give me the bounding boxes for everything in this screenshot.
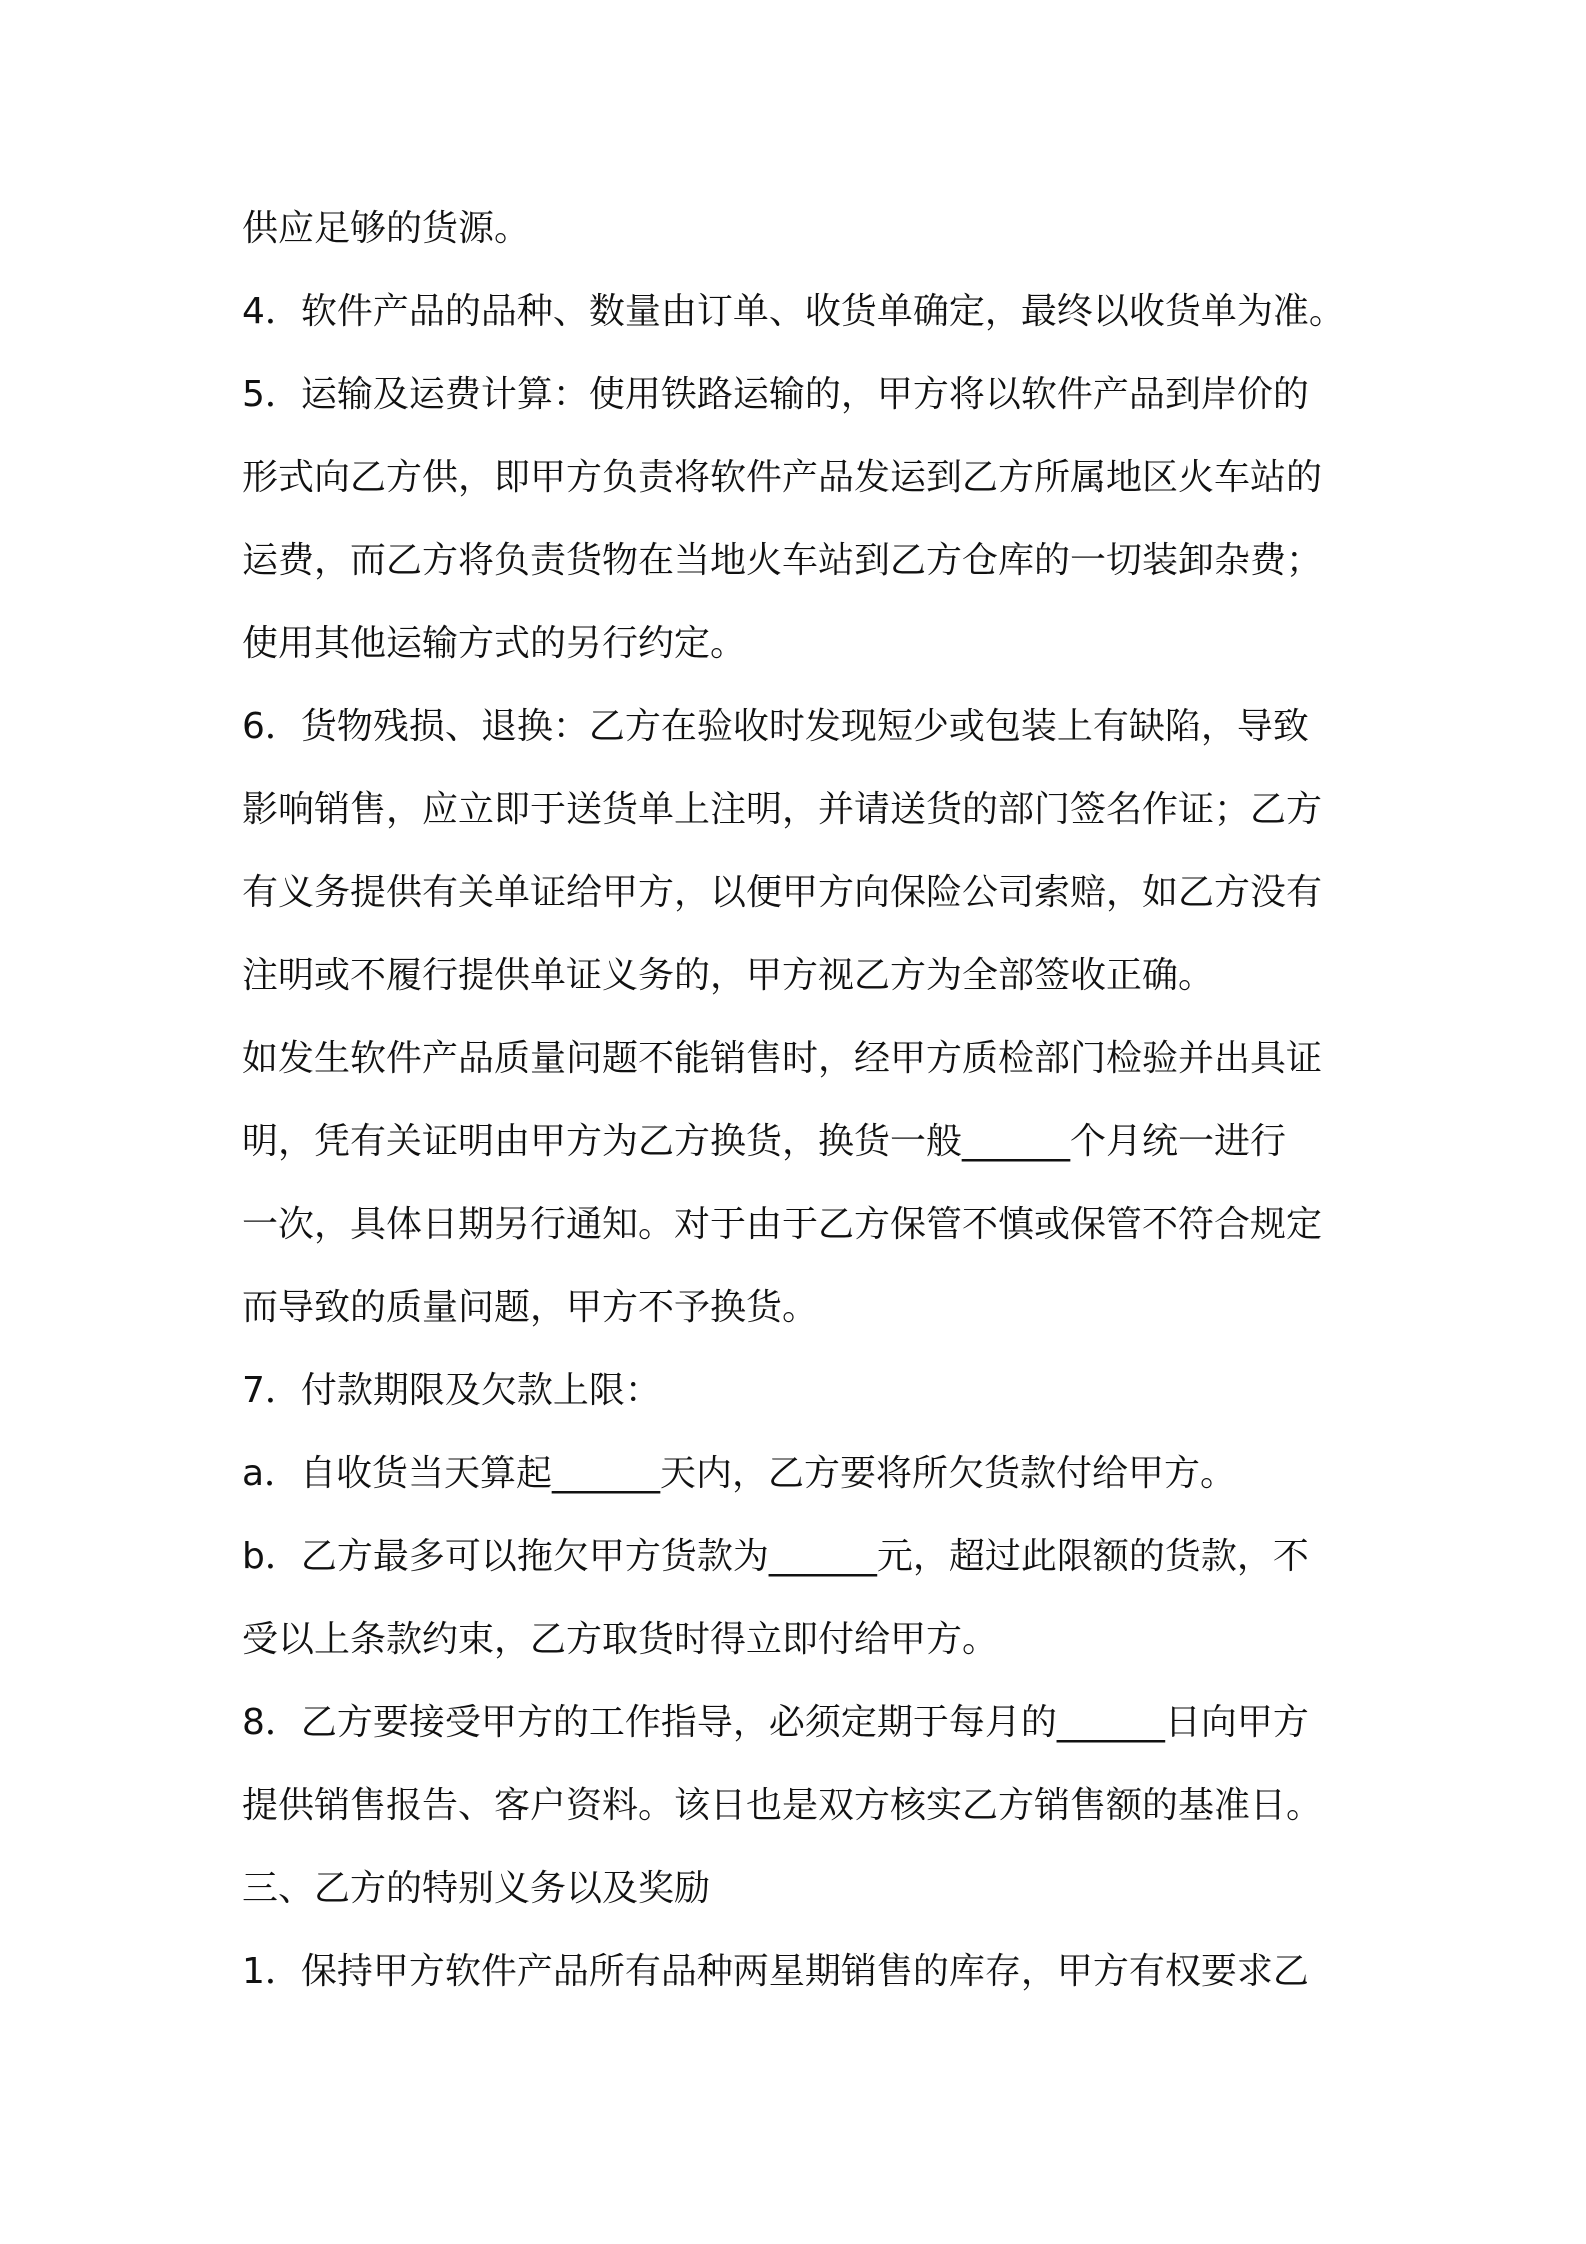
text-line: 供应足够的货源。: [242, 208, 531, 249]
text-line: 8．乙方要接受甲方的工作指导，必须定期于每月的______日向甲方: [242, 1702, 1309, 1743]
text-line: 使用其他运输方式的另行约定。: [242, 623, 747, 664]
text-line: 运费，而乙方将负责货物在当地火车站到乙方仓库的一切装卸杂费；: [242, 540, 1323, 581]
text-line: 注明或不履行提供单证义务的，甲方视乙方为全部签收正确。: [242, 955, 1215, 996]
text-line: 有义务提供有关单证给甲方，以便甲方向保险公司索赔，如乙方没有: [242, 872, 1323, 913]
text-line: 5．运输及运费计算：使用铁路运输的，甲方将以软件产品到岸价的: [242, 374, 1309, 415]
text-line: 一次，具体日期另行通知。对于由于乙方保管不慎或保管不符合规定: [242, 1204, 1323, 1245]
text-line: 4．软件产品的品种、数量由订单、收货单确定，最终以收货单为准。: [242, 291, 1345, 332]
text-line: 7．付款期限及欠款上限：: [242, 1370, 661, 1411]
text-line: b．乙方最多可以拖欠甲方货款为______元，超过此限额的货款，不: [242, 1536, 1309, 1577]
text-line: 明，凭有关证明由甲方为乙方换货，换货一般______个月统一进行: [242, 1121, 1287, 1162]
text-line: 提供销售报告、客户资料。该日也是双方核实乙方销售额的基准日。: [242, 1785, 1323, 1826]
text-line: 形式向乙方供，即甲方负责将软件产品发运到乙方所属地区火车站的: [242, 457, 1323, 498]
text-line: 而导致的质量问题，甲方不予换货。: [242, 1287, 819, 1328]
section-heading: 三、乙方的特别义务以及奖励: [242, 1868, 711, 1909]
text-line: 受以上条款约束，乙方取货时得立即付给甲方。: [242, 1619, 999, 1660]
text-line: 影响销售，应立即于送货单上注明，并请送货的部门签名作证；乙方: [242, 789, 1323, 830]
text-line: 6．货物残损、退换：乙方在验收时发现短少或包装上有缺陷，导致: [242, 706, 1309, 747]
text-line: 1．保持甲方软件产品所有品种两星期销售的库存，甲方有权要求乙: [242, 1951, 1309, 1992]
text-line: 如发生软件产品质量问题不能销售时，经甲方质检部门检验并出具证: [242, 1038, 1323, 1079]
text-line: a．自收货当天算起______天内，乙方要将所欠货款付给甲方。: [242, 1453, 1237, 1494]
